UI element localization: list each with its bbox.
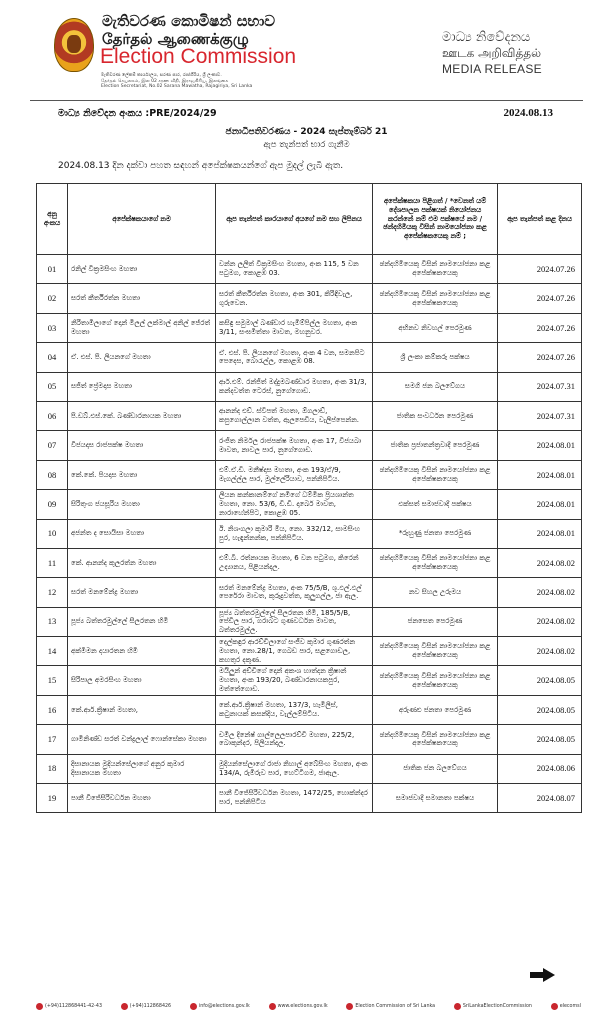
reference-number: මාධ්‍ය නිවේදන අංකය :PRE/2024/29 [58, 108, 217, 119]
depositor-name-address: එම්.බී. රත්නායක මහතා, 6 වන පටුමග, කිරෙන් උද්‍යානය, පිළියන්දල. [216, 548, 373, 577]
depositor-name-address: මයිලුන් අච්චිගේ දොන් අකංශ හාත්දන ක්‍රිෂාන් මහතා, අංක 193/20, බණ්ඩාරනායකපුර, මත්තේගොඩ. [216, 666, 373, 695]
depositor-name-address: පූජ්‍ය බත්තරමුල්ලේ සීලරතන හිමි, 185/5/B, පේඩිල පාර, ගරාබට ගුණවර්ධන මාවත, බත්තරමුල්ල. [216, 607, 373, 636]
row-number: 18 [37, 754, 68, 783]
twitter-icon [551, 1003, 558, 1010]
party-name: ශ්‍රී ලංකා කම්කරු පක්ෂය [373, 343, 498, 372]
party-name: ඡන්දහිමියෙකු විසින් නාමයෝජනා කළ අපේක්ෂකයෙකු [373, 460, 498, 489]
table-row [37, 519, 582, 548]
depositor-name-address: එම්.ඒ.ඩී. මනීෂ්දාස මහතා, අංක 193/ඒ/9, මැගල්ල්ල පාර, මුල්ලේරියාව, පන්නිපිටිය. [216, 460, 373, 489]
row-number: 10 [37, 519, 68, 548]
twitter-text[interactable]: elecomsl [559, 1003, 581, 1009]
party-name: ඡන්දහිමියෙකු විසින් නාමයෝජනා කළ අපේක්ෂකයෙකු [373, 548, 498, 577]
header-divider [30, 100, 583, 101]
candidate-name: සරත් මනමේන්ද්‍ර මහතා [68, 578, 216, 607]
table-body [37, 255, 582, 813]
row-number: 09 [37, 490, 68, 519]
row-number: 07 [37, 431, 68, 460]
release-date: 2024.08.13 [503, 107, 553, 119]
table-row [37, 548, 582, 577]
deposit-date: 2024.07.31 [498, 372, 582, 401]
deposit-date: 2024.08.07 [498, 784, 582, 813]
depositor-name-address: වන්න ලලිත් වික්‍රමසිංහ මහතා, අංක 115, 5 වන පටුමග, කොළඹ 03. [216, 255, 373, 284]
candidate-name: සිරිතුංග ජයසූරිය මහතා [68, 490, 216, 519]
header-party: අපේක්ෂකයා පිළිගත් / *වෙනත් යම් දේශපාලන පක්ෂයක් නියෝජනය කරන්නේ නම් එම පක්ෂයේ නම / ඡන්දහිමියකු විසින් නාමයෝජනා කළ අපේක්ෂකයෙකු නම් ; [373, 184, 498, 255]
candidate-name: අජන්ත ද සොයිසා මහතා [68, 519, 216, 548]
table-row [37, 401, 582, 430]
party-name: එක්සත් සමාජවාදී පක්ෂය [373, 490, 498, 519]
table-row [37, 490, 582, 519]
candidate-name: පූජ්‍ය බත්තරමුල්ලේ සීලරතන හිමි [68, 607, 216, 636]
deposits-table [36, 183, 582, 813]
deposit-date: 2024.07.26 [498, 284, 582, 313]
deposit-date: 2024.08.06 [498, 754, 582, 783]
facebook-icon [346, 1003, 353, 1010]
address-english: Election Secretariat, No.02 Sarana Mawatha, Rajagiriya, Sri Lanka [101, 84, 253, 89]
header-depositor: ඇප තැන්පත් කාරයාගේ අයගේ නම සහ ලිපිනය [216, 184, 373, 255]
table-row [37, 431, 582, 460]
table-row [37, 578, 582, 607]
table-row [37, 372, 582, 401]
table-row [37, 255, 582, 284]
row-number: 08 [37, 460, 68, 489]
facebook-text[interactable]: Election Commission of Sri Lanka [355, 1003, 436, 1009]
candidate-name: ගාමිනිණ්ඩ සරත් චන්ද්‍රලාල් ෆොන්සේකා මහතා [68, 725, 216, 754]
table-row [37, 784, 582, 813]
table-row [37, 460, 582, 489]
deposit-date: 2024.07.31 [498, 401, 582, 430]
row-number: 05 [37, 372, 68, 401]
deposit-date: 2024.07.26 [498, 255, 582, 284]
candidate-name: අක්මීමන දයාරතන හිමි [68, 637, 216, 666]
candidate-name: කේ.ආර්.ක්‍රිෂාන් මහතා, [68, 695, 216, 724]
facebook2-text[interactable]: SriLankaElectionCommission [462, 1003, 532, 1009]
fax-icon [121, 1003, 128, 1010]
depositor-name-address: සරත් කීර්තිරත්න මහතා, අංක 301, කිරිඳිවැල, ගුරුවෙන. [216, 284, 373, 313]
facebook-icon [454, 1003, 461, 1010]
row-number: 12 [37, 578, 68, 607]
table-row [37, 607, 582, 636]
candidate-name: රනිල් වික්‍රමසිංහ මහතා [68, 255, 216, 284]
party-name: සමගි ජන බලවේගය [373, 372, 498, 401]
depositor-name-address: චමිල දිනේෂ් ගාල්ලෙලපාරච්චි මහතා, 225/2, බොකුන්දර, පිලියන්දල. [216, 725, 373, 754]
depositor-name-address: සරත් මනමේන්ද්‍ර මහතා, අංක 75/5/B, ශූ.ඵල්.ඵල් පෙරේරා මාවත, කුරුදුවත්ත, කුලුගල්ල, ජා ඇල. [216, 578, 373, 607]
depositor-name-address: කසිඳු සමුමාල් බණ්ඩාර හැමිම්පිල්ල මහතා, අංක 3/11, සංඝමිත්තා මාවත, මහනුවර. [216, 313, 373, 342]
footer-facebook[interactable] [346, 1003, 435, 1010]
deposit-date: 2024.08.05 [498, 725, 582, 754]
party-name: අරුණළු ජනතා පෙරමුණ [373, 695, 498, 724]
row-number: 01 [37, 255, 68, 284]
party-name: ඡන්දහිමියෙකු විසින් නාමයෝජනා කළ අපේක්ෂකයෙකු [373, 666, 498, 695]
row-number: 06 [37, 401, 68, 430]
row-number: 16 [37, 695, 68, 724]
website-text[interactable]: www.elections.gov.lk [277, 1003, 328, 1009]
candidate-name: දිසානායක මුදියන්සේලාගේ අනුර කුමාර දිසානායක මහතා [68, 754, 216, 783]
footer-facebook2[interactable] [454, 1003, 532, 1010]
depositor-name-address: කේ.ආර්.ක්‍රිෂාන් මහතා, 137/3, හැමිලිස්, කටුනායක් කසන්දිය, වැල්ලම්පිටිය. [216, 695, 373, 724]
deposit-date: 2024.08.01 [498, 490, 582, 519]
candidate-name: පානී විජේසිරිවර්ධන මහතා [68, 784, 216, 813]
party-name: ජාතික සංවර්ධන පෙරමුණ [373, 401, 498, 430]
header-date: ඇප තැන්පත් කළ දිනය [498, 184, 582, 255]
footer-phone2 [121, 1003, 171, 1010]
party-name: ජාතික ජන බලවේගය [373, 754, 498, 783]
party-name: ඡන්දහිමියෙකු විසින් නාමයෝජනා කළ අපේක්ෂකයෙකු [373, 284, 498, 313]
table-row [37, 284, 582, 313]
deposit-date: 2024.07.26 [498, 343, 582, 372]
deposit-date: 2024.08.02 [498, 548, 582, 577]
header-candidate: අපේක්ෂකයාගේ නම [68, 184, 216, 255]
candidate-name: විජයදාස රාජපක්ෂ මහතා [68, 431, 216, 460]
deposit-date: 2024.08.01 [498, 519, 582, 548]
email-text[interactable]: info@elections.gov.lk [198, 1003, 250, 1009]
depositor-name-address: ආර්.එම්. රන්ජිත් මද්දුමබණ්ඩාර මහතා, අංක 31/3, කන්දවත්ත ටෙරස්, නුගේගොඩ. [216, 372, 373, 401]
party-name: ඡන්දහිමියෙකු විසින් නාමයෝජනා කළ අපේක්ෂකයෙකු [373, 725, 498, 754]
address-sinhala: මැතිවරණ ලේකම් කාර්යාලය, සරණ පාර, රාජගිරිය, ශ්‍රී ලංකාව. [101, 73, 222, 78]
footer-contacts [36, 1000, 581, 1012]
depositor-name-address: ආනන්ද එච්. ස්වීපත් මහතා, ඕගලාඩ්, කපුගොල්ලාන වත්ත, ඇලපෙඩිය, වැලිප්පෙන්න. [216, 401, 373, 430]
candidate-name: කේ. ආනන්ද කුලරත්න මහතා [68, 548, 216, 577]
row-number: 03 [37, 313, 68, 342]
party-name: සමාජවාදී සමානතා පක්ෂය [373, 784, 498, 813]
row-number: 14 [37, 637, 68, 666]
org-name-tamil: தேர்தல் ஆணைக்குழு [102, 30, 249, 48]
org-name-sinhala: මැතිවරණ කොමිෂන් සභාව [102, 12, 276, 30]
footer-email[interactable] [190, 1003, 250, 1010]
party-name: නව සිහල උරුමය [373, 578, 498, 607]
depositor-name-address: ලියන කන්කානම්ගේ නමිගේ ධම්මික ප්‍රියශාන්ත මහතා, නො. 53/6, ඩී.ඩී. දාබෙර් මාවත, නාරාහේන්පිට, කොළඹ 05. [216, 490, 373, 519]
document-subtitle: ඇප තැන්පත් භාර ගැනීම [263, 140, 350, 150]
intro-text: 2024.08.13 දින දක්වා පහත සඳහන් අපේක්ෂකයන්ගේ ඇප මුදල් ලැබී ඇත. [58, 161, 344, 171]
row-number: 02 [37, 284, 68, 313]
phone-icon [36, 1003, 43, 1010]
table-header-row [37, 184, 582, 255]
table-row [37, 313, 582, 342]
table-row [37, 637, 582, 666]
org-name-english: Election Commission [100, 45, 297, 68]
media-release-english: MEDIA RELEASE [442, 62, 542, 76]
candidate-name: සරත් කීර්තිරත්න මහතා [68, 284, 216, 313]
deposit-date: 2024.08.01 [498, 431, 582, 460]
footer-website[interactable] [269, 1003, 328, 1010]
party-name: ඡන්දහිමියෙකු විසින් නාමයෝජනා කළ අපේක්ෂකයෙකු [373, 255, 498, 284]
media-release-tamil: ஊடக அறிவித்தல் [442, 46, 542, 60]
table-row [37, 754, 582, 783]
deposit-date: 2024.07.26 [498, 313, 582, 342]
row-number: 15 [37, 666, 68, 695]
deposit-date: 2024.08.02 [498, 637, 582, 666]
party-name: ජාතික ප්‍රජාතන්ත්‍රවාදී පෙරමුණ [373, 431, 498, 460]
phone2-text: (+94)112868426 [129, 1003, 172, 1009]
letterhead [0, 0, 613, 100]
email-icon [190, 1003, 197, 1010]
depositor-name-address: රංජිත නිර්මල රාජපක්ෂ මහතා, අංක 17, විජයබා මාවත, නාවල පාර, නුගේගොඩ. [216, 431, 373, 460]
deposit-date: 2024.08.05 [498, 666, 582, 695]
depositor-name-address: පානී විජේසිරිවර්ධන මහතා, 1472/25, හොක්න්දර පාර, පන්නිපිටිය [216, 784, 373, 813]
row-number: 19 [37, 784, 68, 813]
deposit-date: 2024.08.05 [498, 695, 582, 724]
depositor-name-address: මුදියන්සේලාගේ රාජා නිහාල් අබේසිංහ මහතා, අංක 134/A, රුමිරුව පාර, හෙට්ටිගම, ජාඇල. [216, 754, 373, 783]
table-row [37, 666, 582, 695]
candidate-name: කේ.කේ. පියදාස මහතා [68, 460, 216, 489]
candidate-name: නිරිතාමිලාගේ දොන් මිලල් ලක්මාල් අනිල් ජේරත් මහතා [68, 313, 216, 342]
party-name: අභිනව නිවහල් පෙරමුණ [373, 313, 498, 342]
party-name: *රුහුණු ජනතා පෙරමුණ [373, 519, 498, 548]
row-number: 13 [37, 607, 68, 636]
candidate-name: ඒ. එස්. පී. ලියනගේ මහතා [68, 343, 216, 372]
row-number: 17 [37, 725, 68, 754]
emblem-logo [54, 18, 94, 72]
footer-twitter[interactable] [551, 1003, 581, 1010]
header-no: අනු අංකය [37, 184, 68, 255]
depositor-name-address: ඊ. නිශංගලා කුමාරි මිය, නො. 332/12, සාමසිංහ පුර, හැඳැන්නන්ක, පන්නිපිටිය. [216, 519, 373, 548]
deposit-date: 2024.08.02 [498, 607, 582, 636]
media-release-sinhala: මාධ්‍ය නිවේදනය [442, 30, 531, 45]
document-title: ජනාධිපතිවරණය - 2024 සැප්තැම්බර් 21 [225, 127, 388, 137]
candidate-name: සජිත් ප්‍රේමදාස මහතා [68, 372, 216, 401]
phone1-text: (+94)112868441-42-43 [45, 1003, 103, 1009]
candidate-name: පී.ඩබ්.එස්.කේ. බණ්ඩාරනායක මහතා [68, 401, 216, 430]
table-row [37, 343, 582, 372]
party-name: ඡන්දහිමියෙකු විසින් නාමයෝජනා කළ අපේක්ෂකයෙකු [373, 637, 498, 666]
candidate-name: සිරිපාල අමරසිංහ මහතා [68, 666, 216, 695]
party-name: ජනසෙත පෙරමුණ [373, 607, 498, 636]
depositor-name-address: දෙල්කඳුර ආරච්චිලාගේ සංජීව කුමාර ගුණරත්න මහතා, නො.28/1, ගෙබඩ පාර, සළගොඩල, කහතුර දකුණ. [216, 637, 373, 666]
table-row [37, 725, 582, 754]
depositor-name-address: ඒ. එස්. පී. ලියනගේ මහතා, අංක 4 වන, සමනපිට පෙදෙස, බොරැල්ල, කොළඹ 08. [216, 343, 373, 372]
row-number: 04 [37, 343, 68, 372]
deposit-date: 2024.08.01 [498, 460, 582, 489]
footer-phone1 [36, 1003, 102, 1010]
globe-icon [269, 1003, 276, 1010]
table-row [37, 695, 582, 724]
deposit-date: 2024.08.02 [498, 578, 582, 607]
row-number: 11 [37, 548, 68, 577]
address-tamil: தேர்தல் செயலகம், இல 02 சரண வீதி, இராஜகிரிய, இலங்கை [101, 79, 229, 84]
